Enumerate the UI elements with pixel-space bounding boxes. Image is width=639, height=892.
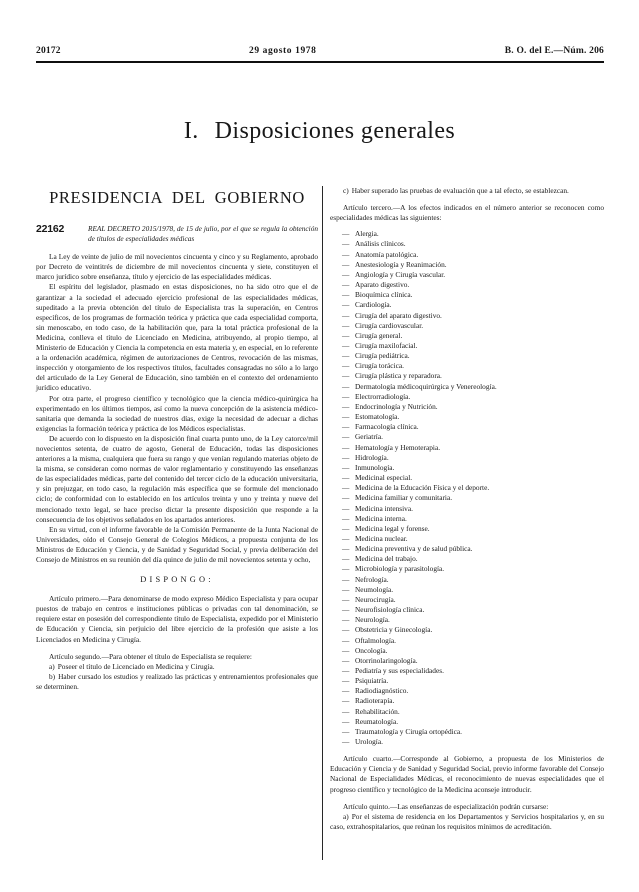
dash-icon: — (342, 229, 350, 239)
specialty-label: Inmunología. (355, 462, 395, 472)
specialty-label: Hematología y Hemoterapia. (355, 442, 441, 452)
list-item (330, 514, 604, 524)
list-item (330, 311, 604, 321)
specialty-label: Cirugía del aparato digestivo. (355, 310, 442, 320)
dash-icon: — (342, 473, 350, 483)
list-item (330, 676, 604, 686)
specialty-label: Cirugía maxilofacial. (355, 341, 418, 350)
specialty-label: Cirugía pediátrica. (355, 351, 410, 361)
dash-icon: — (342, 655, 350, 665)
dash-icon: — (342, 401, 350, 411)
list-item (330, 585, 604, 595)
dash-icon: — (342, 290, 350, 300)
publication-date: 29 agosto 1978 (249, 46, 317, 56)
specialty-label: Electrorradiología. (355, 391, 411, 401)
item-text-b: Haber cursado los estudios y realizado las prácticas y entrenamientos profesionales que se determinen. (36, 671, 318, 691)
specialty-label: Nefrología. (355, 574, 389, 584)
specialty-label: Obstetricia y Ginecología. (355, 625, 433, 635)
specialty-label: Medicina de la Educación Física y el deporte. (355, 483, 490, 493)
specialty-label: Cardiología. (355, 300, 392, 310)
specialty-label: Endocrinología y Nutrición. (355, 401, 438, 411)
dash-icon: — (342, 310, 350, 320)
specialty-label: Anatomía patológica. (355, 249, 419, 259)
specialty-label: Radiodiagnóstico. (355, 686, 409, 696)
section-title-text: Disposiciones generales (214, 118, 456, 144)
dash-icon: — (342, 483, 350, 493)
specialty-label: Cirugía general. (355, 330, 403, 340)
dash-icon: — (342, 422, 350, 432)
dash-icon: — (342, 442, 350, 452)
preamble-paragraph-5: En su virtud, con el informe favorable de la Comisión Permanente de la Junta Nacional de Universidades, oído el Consejo General de Colegios Médicos, a propuesta conjunta de los Ministros de Educación y Ciencia, y de Sanidad y Seguridad Social, y previa deliberación del Consejo de Ministros en su reunión del día quince de julio de mil novecientos setenta y ocho, (36, 524, 318, 564)
dash-icon: — (342, 645, 350, 655)
list-item (330, 371, 604, 381)
list-item (330, 260, 604, 270)
specialty-label: Hidrología. (355, 452, 389, 462)
dash-icon: — (342, 361, 350, 371)
list-item (330, 239, 604, 249)
specialty-label: Bioquímica clínica. (355, 290, 413, 300)
section-title (0, 118, 639, 145)
specialty-label: Medicina familiar y comunitaria. (355, 493, 453, 503)
column-divider (322, 186, 323, 860)
specialty-label: Medicina del trabajo. (355, 554, 418, 564)
specialty-label: Oftalmología. (355, 635, 396, 645)
list-item (330, 534, 604, 544)
specialty-label: Geriatría. (355, 432, 383, 442)
dash-icon: — (342, 726, 350, 736)
specialty-label: Neurocirugía. (355, 594, 396, 604)
section-numeral: I. (183, 118, 199, 144)
dash-icon: — (342, 605, 350, 615)
page-folio: 20172 (36, 46, 61, 56)
specialty-label: Medicina nuclear. (355, 533, 408, 543)
list-item (330, 554, 604, 564)
list-item (330, 331, 604, 341)
dash-icon: — (342, 300, 350, 310)
dash-icon: — (342, 584, 350, 594)
specialty-label: Medicina intensiva. (355, 503, 413, 513)
article-primero: Artículo primero.—Para denominarse de modo expreso Médico Especialista y para ocupar puestos de trabajo en centros e instituciones públicas o privadas con tal denominación, se requiere estar en posesión del correspondiente título de Especialista, expedido por el Ministerio de Educación y Ciencia, sin perjuicio del libre ejercicio de la profesión que asiste a los Licenciados en Medicina y Cirugía. (36, 594, 318, 644)
dash-icon: — (342, 676, 350, 686)
list-item (330, 625, 604, 635)
dash-icon: — (342, 391, 350, 401)
dash-icon: — (342, 574, 350, 584)
specialty-label: Dermatología médicoquirúrgica y Venereología. (355, 381, 497, 391)
list-item (330, 595, 604, 605)
specialty-label: Estomatología. (355, 412, 400, 422)
dash-icon: — (342, 696, 350, 706)
dash-icon: — (342, 544, 350, 554)
article-quinto-item-a (330, 812, 604, 832)
dash-icon: — (342, 239, 350, 249)
dash-icon: — (342, 330, 350, 340)
list-item (330, 290, 604, 300)
dash-icon: — (342, 564, 350, 574)
running-head (36, 46, 604, 56)
left-column (36, 224, 318, 692)
list-item (330, 564, 604, 574)
list-item (330, 270, 604, 280)
article-segundo-intro: Artículo segundo.—Para obtener el título de Especialista se requiere: (49, 651, 252, 661)
list-item (330, 686, 604, 696)
dash-icon: — (342, 371, 350, 381)
list-item (330, 443, 604, 453)
dash-icon: — (342, 493, 350, 503)
dash-icon: — (342, 259, 350, 269)
specialty-label: Medicina interna. (355, 513, 407, 523)
specialty-label: Radioterapía. (355, 696, 395, 706)
article-segundo-item-a (36, 662, 318, 672)
list-item (330, 382, 604, 392)
quinto-item-label-a: a) (343, 811, 349, 821)
dash-icon: — (342, 462, 350, 472)
list-item (330, 402, 604, 412)
decree-entry (36, 224, 318, 243)
item-label-a: a) (49, 661, 55, 671)
list-item (330, 229, 604, 239)
header-rule (36, 61, 604, 63)
list-item (330, 473, 604, 483)
decree-number: 22162 (36, 223, 65, 235)
department-heading: PRESIDENCIA DEL GOBIERNO (49, 188, 305, 207)
article-quinto-intro: Artículo quinto.—Las enseñanzas de especialización podrán cursarse: (343, 801, 549, 811)
list-item (330, 646, 604, 656)
list-item (330, 504, 604, 514)
specialty-label: Angiología y Cirugía vascular. (355, 269, 446, 279)
list-item (330, 300, 604, 310)
dash-icon: — (342, 523, 350, 533)
preamble-paragraph-3: Por otra parte, el progreso científico y tecnológico que la ciencia médico-quirúrgica ha experimentado en los últimos tiempos, así como la nueva concepción de la asistencia médico-sanitaria que demanda la sociedad de nuestros días, exige la necesidad de adecuar a dichas exigencias la formación teórica y práctica de los Médicos especialistas. (36, 393, 318, 433)
list-item (330, 656, 604, 666)
dash-icon: — (342, 686, 350, 696)
list-item (330, 351, 604, 361)
dash-icon: — (342, 625, 350, 635)
dash-icon: — (342, 594, 350, 604)
list-item (330, 737, 604, 747)
specialty-label: Farmacología clínica. (355, 422, 419, 432)
dash-icon: — (342, 666, 350, 675)
article-tercero-intro: Artículo tercero.—A los efectos indicados en el número anterior se reconocen como especialidades médicas las siguientes: (330, 203, 604, 223)
specialty-label: Cirugía torácica. (355, 361, 404, 371)
item-text-c: Haber superado las pruebas de evaluación que a tal efecto, se establezcan. (351, 186, 569, 195)
decree-title: REAL DECRETO 2015/1978, de 15 de julio, por el que se regula la obtención de títulos de especialidades médicas (88, 224, 318, 243)
specialty-label: Medicina preventiva y de salud pública. (355, 544, 473, 554)
list-item (330, 615, 604, 625)
list-item (330, 321, 604, 331)
list-item (330, 666, 604, 676)
specialty-label: Urología. (355, 737, 383, 747)
list-item (330, 696, 604, 706)
article-segundo-item-c (330, 186, 604, 196)
specialty-label: Alergia. (355, 229, 379, 239)
dash-icon: — (342, 452, 350, 462)
list-item (330, 493, 604, 503)
list-item (330, 524, 604, 534)
specialty-list (330, 229, 604, 747)
dash-icon: — (342, 737, 350, 747)
list-item (330, 727, 604, 737)
list-item (330, 280, 604, 290)
dash-icon: — (342, 280, 350, 290)
list-item (330, 453, 604, 463)
dash-icon: — (342, 554, 350, 564)
article-segundo-item-b (36, 672, 318, 692)
item-text-a: Poseer el título de Licenciado en Medicina y Cirugía. (57, 661, 215, 671)
list-item (330, 422, 604, 432)
list-item (330, 605, 604, 615)
specialty-label: Neurología. (355, 615, 390, 625)
list-item (330, 341, 604, 351)
dash-icon: — (342, 320, 350, 330)
dash-icon: — (342, 381, 350, 391)
item-label-b: b) (49, 671, 56, 681)
dash-icon: — (342, 716, 350, 726)
list-item (330, 412, 604, 422)
dash-icon: — (342, 432, 350, 442)
dash-icon: — (342, 503, 350, 513)
list-item (330, 544, 604, 554)
article-cuarto: Artículo cuarto.—Corresponde al Gobierno, a propuesta de los Ministerios de Educación y Ciencia y de Sanidad y Seguridad Social, previo informe favorable del Consejo Nacional de Especialidades Médicas, el reconocimiento de nuevas especialidades que el progreso científico y tecnológico de la Medicina aconseje introducir. (330, 754, 604, 794)
specialty-label: Análisis clínicos. (355, 239, 406, 249)
specialty-label: Aparato digestivo. (355, 280, 410, 290)
dispongo-heading: DISPONGO: (140, 575, 214, 585)
preamble-paragraph-1: La Ley de veinte de julio de mil novecientos cincuenta y cinco y su Reglamento, aprobado por Decreto de veintitrés de diciembre de mil novecientos cincuenta y siete, constituyen el marco jurídico sobre enseñanza, título y ejercicio de las especialidades médicas. (36, 252, 318, 282)
specialty-label: Psiquiatría. (355, 676, 389, 686)
list-item (330, 717, 604, 727)
specialty-label: Rehabilitación. (355, 706, 400, 716)
dash-icon: — (342, 351, 350, 361)
specialty-label: Oncología. (355, 645, 388, 655)
list-item (330, 575, 604, 585)
specialty-label: Microbiología y parasitología. (355, 564, 445, 574)
list-item (330, 636, 604, 646)
item-label-c: c) (343, 186, 349, 195)
specialty-label: Cirugía plástica y reparadora. (355, 371, 442, 381)
list-item (330, 483, 604, 493)
list-item (330, 361, 604, 371)
specialty-label: Traumatología y Cirugía ortopédica. (355, 726, 463, 736)
specialty-label: Anestesiología y Reanimación. (355, 259, 447, 269)
bulletin-issue: B. O. del E.—Núm. 206 (504, 46, 604, 56)
specialty-label: Neurofisiología clínica. (355, 605, 425, 615)
specialty-label: Pediatría y sus especialidades. (355, 666, 444, 675)
dash-icon: — (342, 513, 350, 523)
dash-icon: — (342, 706, 350, 716)
specialty-label: Otorrinolaringología. (355, 655, 418, 665)
list-item (330, 392, 604, 402)
preamble-paragraph-2: El espíritu del legislador, plasmado en estas disposiciones, no ha sido otro que el de garantizar a la sociedad el adecuado ejercicio profesional de las especialidades médicas, supeditado a la previa obtención del título de Especialista tras la superación, en Centros específicos, de los programas de formación teórica y práctica que cada especialidad comporta, sin menoscabo, en todo caso, de la habilitación que, para la total práctica profesional de la Medicina, conlleva el título de Licenciado en Medicina, atribuyendo, al propio tiempo, al Ministerio de Educación y Ciencia la competencia en esta materia y, en especial, en lo referente a la ordenación académica, régimen de autorizaciones de Centros, revocación de las mismas, inspección y otorgamiento de los respectivos títulos, facultades consagradas no sólo a lo largo del articulado de la Ley General de Educación, sino también en el contexto del ordenamiento jurídico educativo. (36, 282, 318, 393)
specialty-label: Medicinal especial. (355, 473, 413, 483)
dash-icon: — (342, 269, 350, 279)
specialty-label: Reumatología. (355, 716, 399, 726)
specialty-label: Medicina legal y forense. (355, 523, 430, 533)
dash-icon: — (342, 249, 350, 259)
right-column (330, 186, 604, 832)
dash-icon: — (342, 635, 350, 645)
dash-icon: — (342, 341, 350, 350)
dash-icon: — (342, 615, 350, 625)
dash-icon: — (342, 412, 350, 422)
list-item (330, 707, 604, 717)
dash-icon: — (342, 533, 350, 543)
list-item (330, 432, 604, 442)
specialty-label: Neumología. (355, 584, 394, 594)
specialty-label: Cirugía cardiovascular. (355, 320, 424, 330)
quinto-item-text-a: Por el sistema de residencia en los Departamentos y Servicios hospitalarios y, en su caso, extrahospitalarios, que reúnan los requisitos mínimos de acreditación. (330, 811, 604, 831)
list-item (330, 463, 604, 473)
preamble-paragraph-4: De acuerdo con lo dispuesto en la disposición final cuarta punto uno, de la Ley catorce/mil novecientos setenta, de cuatro de agosto, General de Educación, todas las disposiciones anteriores a la misma, cualquiera que fuera su rango y que venían regulando materias objeto de la misma, se consideran como normas de valor reglamentario y constituyendo las enseñanzas de las especialidades médicas, parte del contenido del tercer ciclo de la educación universitaria, y sin prejuzgar, en todo caso, la regulación más específica que se formule del mencionado ciclo; de conformidad con lo establecido en los artículos treinta y uno y treinta y nueve del mencionado texto legal, se hace preciso dictar la presente disposición que responde a la consecuencia de los objetivos señalados en los apartados anteriores. (36, 433, 318, 524)
list-item (330, 250, 604, 260)
